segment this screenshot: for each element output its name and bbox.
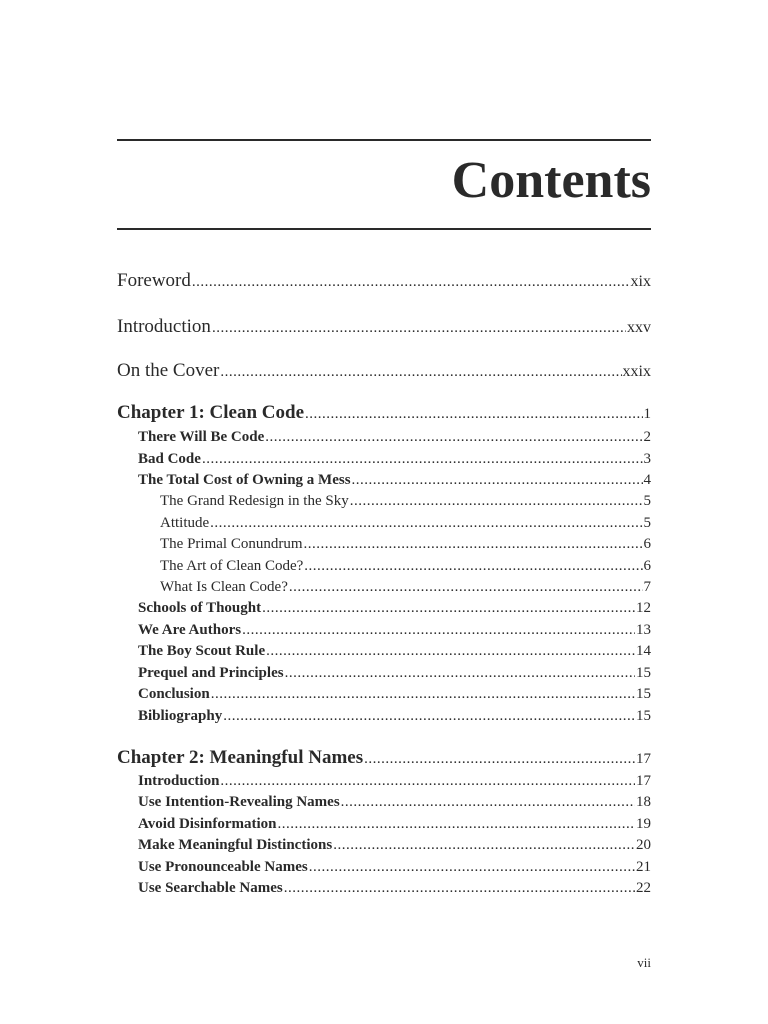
toc-entry-page: xxix (622, 363, 651, 380)
toc-entry[interactable] (160, 493, 651, 510)
toc-entry-page: 7 (643, 579, 651, 595)
toc-entry-title: Avoid Disinformation (138, 816, 277, 832)
toc-entry[interactable] (138, 773, 651, 790)
dot-leader (220, 364, 621, 381)
toc-entry-page: xxv (627, 319, 651, 336)
toc-entry-title: On the Cover (117, 360, 220, 381)
dot-leader (352, 472, 643, 489)
toc-entry-page: 5 (643, 515, 651, 531)
toc-entry[interactable] (117, 316, 651, 338)
toc-entry-title: Make Meaningful Distinctions (138, 837, 333, 853)
toc-entry-page: 22 (636, 880, 651, 896)
toc-entry[interactable] (138, 859, 651, 876)
toc-entry-title: Prequel and Principles (138, 665, 284, 681)
toc-entry-title: The Grand Redesign in the Sky (160, 493, 349, 509)
toc-entry[interactable] (117, 360, 651, 382)
dot-leader (265, 429, 642, 446)
dot-leader (350, 493, 643, 510)
dot-leader (285, 665, 635, 682)
toc-entry-title: Introduction (138, 773, 220, 789)
toc-entry-title: The Art of Clean Code? (160, 558, 304, 574)
toc-entry-title: Conclusion (138, 686, 210, 702)
toc-entry-title: The Boy Scout Rule (138, 643, 266, 659)
dot-leader (210, 515, 642, 532)
toc-entry-page: 21 (636, 859, 651, 875)
toc-entry[interactable] (117, 402, 651, 424)
dot-leader (333, 837, 635, 854)
toc-entry-page: 4 (643, 472, 651, 488)
dot-leader (192, 274, 630, 291)
toc-entry-title: The Total Cost of Owning a Mess (138, 472, 351, 488)
toc-entry-title: Chapter 2: Meaningful Names (117, 747, 364, 768)
toc-entry-page: 15 (636, 686, 651, 702)
toc-entry[interactable] (160, 579, 651, 596)
dot-leader (309, 859, 635, 876)
toc-entry-page: 17 (636, 751, 651, 767)
toc-entry-page: 15 (636, 708, 651, 724)
dot-leader (304, 558, 642, 575)
toc-entry[interactable] (138, 880, 651, 897)
toc-entry-title: There Will Be Code (138, 429, 265, 445)
toc-entry-page: 6 (643, 536, 651, 552)
toc-entry-page: 19 (636, 816, 651, 832)
toc-entry-page: 1 (643, 406, 651, 422)
dot-leader (266, 643, 635, 660)
dot-leader (341, 794, 635, 811)
toc-entry-page: 18 (636, 794, 651, 810)
toc-entry-page: 12 (636, 600, 651, 616)
dot-leader (212, 320, 626, 337)
toc-entry-page: 20 (636, 837, 651, 853)
toc-entry-page: 17 (636, 773, 651, 789)
toc-entry[interactable] (138, 686, 651, 703)
toc-entry[interactable] (138, 622, 651, 639)
toc-entry-title: Use Pronounceable Names (138, 859, 308, 875)
toc-entry-title: We Are Authors (138, 622, 242, 638)
toc-entry[interactable] (117, 747, 651, 769)
dot-leader (211, 686, 635, 703)
toc-entry[interactable] (138, 708, 651, 725)
toc-entry[interactable] (138, 643, 651, 660)
toc-entry-title: Use Searchable Names (138, 880, 283, 896)
dot-leader (289, 579, 643, 596)
toc-entry[interactable] (160, 515, 651, 532)
toc-entry-page: 15 (636, 665, 651, 681)
dot-leader (202, 451, 643, 468)
top-rule (117, 139, 651, 141)
toc-entry[interactable] (160, 558, 651, 575)
toc-entry-page: 6 (643, 558, 651, 574)
dot-leader (223, 708, 635, 725)
dot-leader (220, 773, 635, 790)
dot-leader (284, 880, 635, 897)
toc-entry-page: 5 (643, 493, 651, 509)
toc-entry-page: xix (630, 273, 651, 290)
toc-entry-page: 13 (636, 622, 651, 638)
toc-entry-page: 3 (643, 451, 651, 467)
dot-leader (305, 406, 642, 423)
dot-leader (304, 536, 643, 553)
toc-entry-title: What Is Clean Code? (160, 579, 288, 595)
toc-entry[interactable] (117, 270, 651, 292)
toc-entry-page: 14 (636, 643, 651, 659)
page-title: Contents (451, 152, 651, 209)
dot-leader (242, 622, 635, 639)
bottom-rule (117, 228, 651, 230)
dot-leader (364, 751, 635, 768)
dot-leader (262, 600, 635, 617)
toc-entry[interactable] (138, 451, 651, 468)
dot-leader (277, 816, 635, 833)
toc-entry[interactable] (138, 837, 651, 854)
toc-entry-page: 2 (643, 429, 651, 445)
toc-entry[interactable] (138, 665, 651, 682)
toc-entry-title: Attitude (160, 515, 210, 531)
toc-entry-title: Use Intention-Revealing Names (138, 794, 340, 810)
toc-entry-title: Chapter 1: Clean Code (117, 402, 305, 423)
page-number: vii (637, 955, 651, 970)
toc-entry-title: Foreword (117, 270, 191, 291)
toc-entry-title: Schools of Thought (138, 600, 262, 616)
toc-entry[interactable] (138, 429, 651, 446)
toc-entry-title: Introduction (117, 316, 211, 337)
toc-entry-title: Bad Code (138, 451, 201, 467)
toc-entry-title: Bibliography (138, 708, 223, 724)
toc-entry-title: The Primal Conundrum (160, 536, 303, 552)
toc-entry[interactable] (160, 536, 651, 553)
toc-entry[interactable] (138, 816, 651, 833)
toc-entry[interactable] (138, 600, 651, 617)
toc-entry[interactable] (138, 472, 651, 489)
toc-entry[interactable] (138, 794, 651, 811)
